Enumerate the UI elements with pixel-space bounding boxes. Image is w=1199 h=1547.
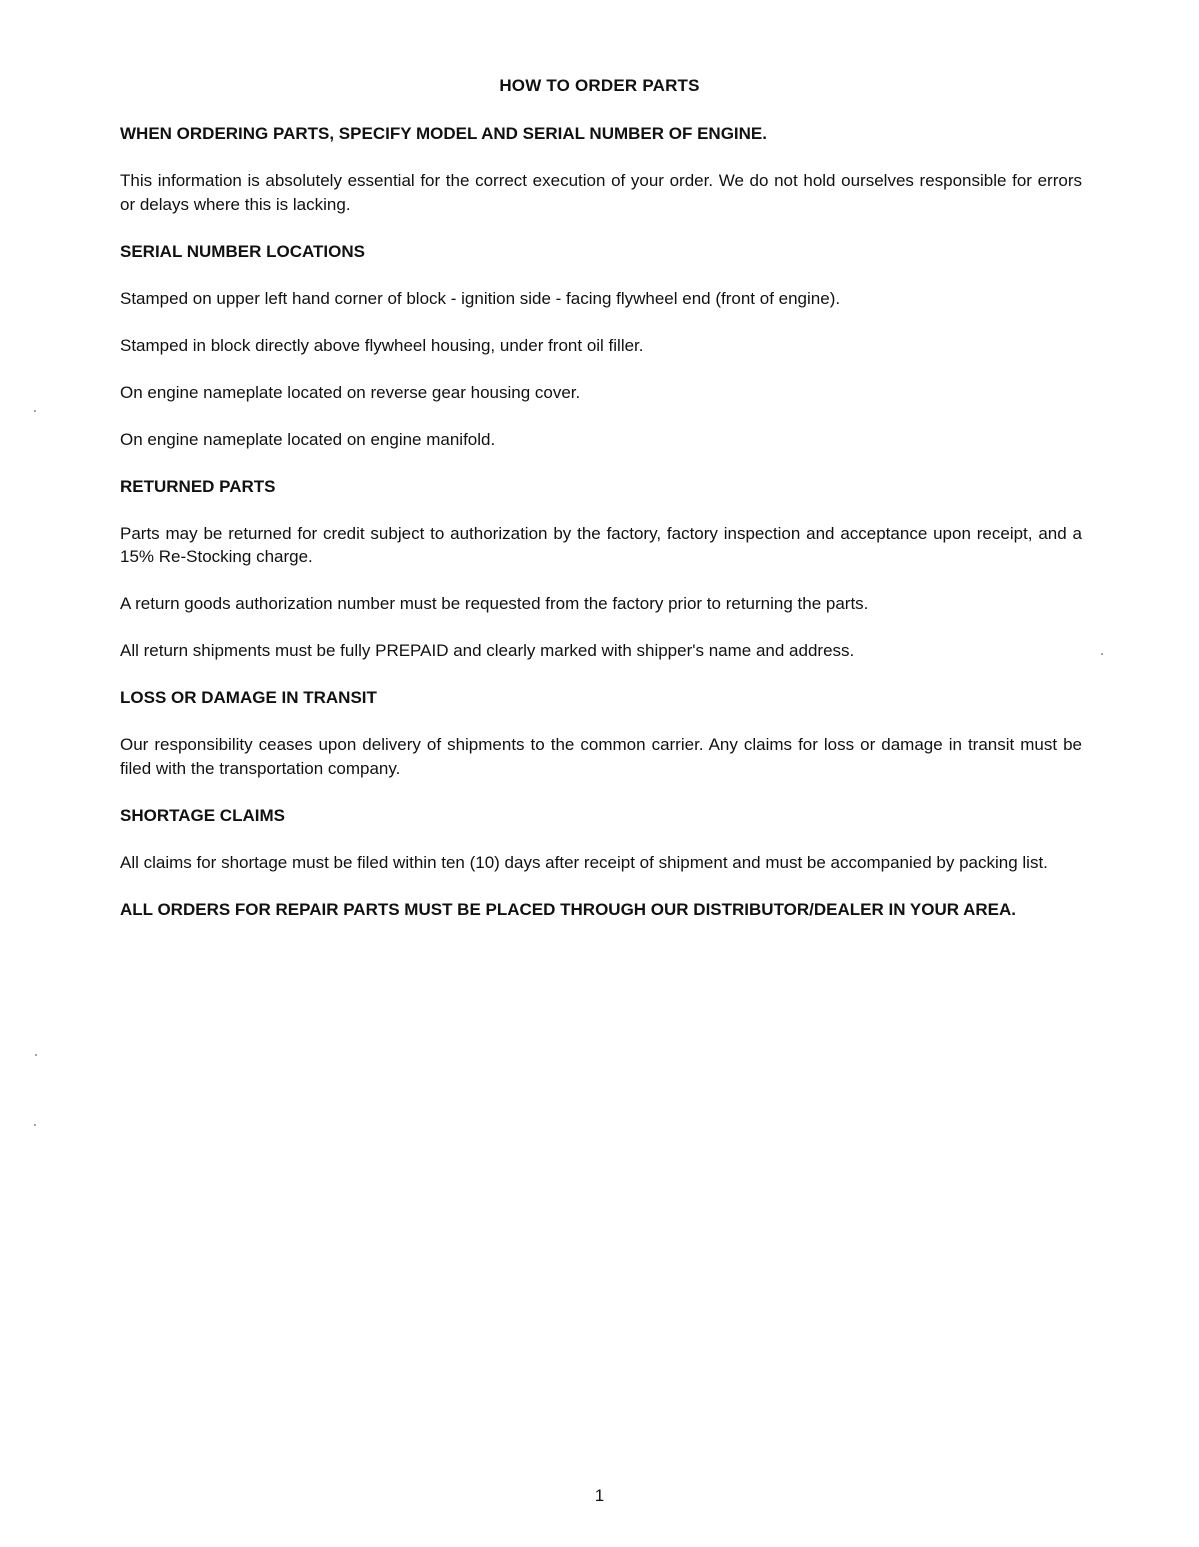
paragraph: On engine nameplate located on reverse gear housing cover. <box>120 382 581 402</box>
ordering-notice: WHEN ORDERING PARTS, SPECIFY MODEL AND SERIAL NUMBER OF ENGINE. <box>120 124 767 143</box>
paragraph: A return goods authorization number must be requested from the factory prior to returning the parts. <box>120 594 869 613</box>
paragraph: Stamped in block directly above flywheel housing, under front oil filler. <box>120 335 644 355</box>
section-heading-loss-or-damage: LOSS OR DAMAGE IN TRANSIT <box>120 688 377 707</box>
page-title: HOW TO ORDER PARTS <box>499 76 700 95</box>
paragraph: All return shipments must be fully PREPAID and clearly marked with shipper's name and address. <box>120 641 855 660</box>
section-heading-returned-parts: RETURNED PARTS <box>120 476 276 496</box>
paragraph: Stamped on upper left hand corner of block - ignition side - facing flywheel end (front of engine). <box>120 288 841 308</box>
section-heading-serial-number-locations: SERIAL NUMBER LOCATIONS <box>120 241 365 261</box>
scan-speck <box>34 410 36 412</box>
closing-notice: ALL ORDERS FOR REPAIR PARTS MUST BE PLACED THROUGH OUR DISTRIBUTOR/DEALER IN YOUR AREA. <box>120 899 1017 919</box>
paragraph: All claims for shortage must be filed within ten (10) days after receipt of shipment and must be accompanied by packing list. <box>120 852 1048 872</box>
paragraph: Parts may be returned for credit subject to authorization by the factory, factory inspection and acceptance upon receipt, and a 15% Re-Stocking charge. <box>120 523 1082 566</box>
document-body <box>120 122 1082 945</box>
scan-speck <box>35 1054 37 1056</box>
page-number: 1 <box>594 1486 605 1505</box>
paragraph: Our responsibility ceases upon delivery of shipments to the common carrier. Any claims for loss or damage in transit must be filed with the transportation company. <box>120 735 1082 778</box>
paragraph: On engine nameplate located on engine manifold. <box>120 429 496 449</box>
section-heading-shortage-claims: SHORTAGE CLAIMS <box>120 805 285 825</box>
scan-speck <box>34 1124 36 1126</box>
intro-paragraph: This information is absolutely essential for the correct execution of your order. We do not hold ourselves responsible for errors or delays where this is lacking. <box>120 171 1082 214</box>
scan-speck <box>1101 653 1103 655</box>
